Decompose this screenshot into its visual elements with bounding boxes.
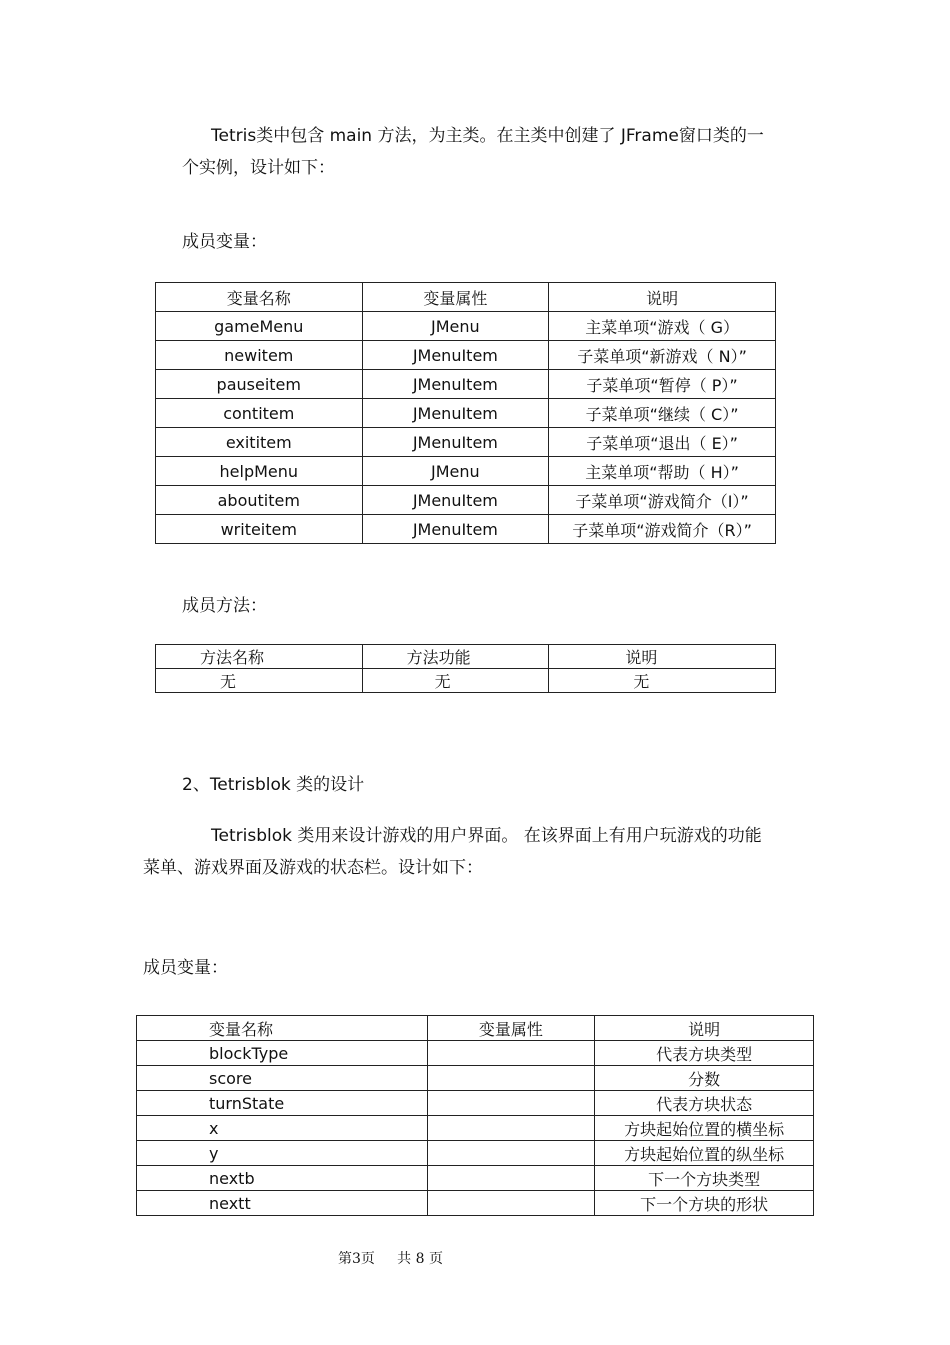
table-cell xyxy=(427,1066,595,1091)
table-cell xyxy=(427,1091,595,1116)
table-cell: 子菜单项“暂停（ P）” xyxy=(549,370,776,399)
tetris-variables-table xyxy=(155,282,776,544)
header-cell: 说明 xyxy=(549,283,776,312)
table-row xyxy=(156,312,776,341)
table-cell: exititem xyxy=(156,428,363,457)
table-cell: 无 xyxy=(549,669,776,693)
table-cell: 无 xyxy=(156,669,363,693)
table-cell: nextb xyxy=(137,1166,428,1191)
table-cell: 主菜单项“帮助（ H）” xyxy=(549,457,776,486)
table-cell: y xyxy=(137,1141,428,1166)
table-row xyxy=(156,486,776,515)
paragraph-intro-line1: Tetrisblok 类用来设计游戏的用户界面。 在该界面上有用户玩游戏的功能 xyxy=(211,826,762,846)
paragraph-intro-line1: Tetris类中包含 main 方法，为主类。在主类中创建了 JFrame窗口类的一 xyxy=(211,126,764,146)
paragraph-intro-line2: 个实例，设计如下： xyxy=(182,158,335,178)
table-cell xyxy=(427,1141,595,1166)
table-cell: 子菜单项“游戏简介（I）” xyxy=(549,486,776,515)
table-cell: JMenuItem xyxy=(362,486,549,515)
table-cell: 代表方块状态 xyxy=(595,1091,814,1116)
member-variables-label: 成员变量： xyxy=(143,958,228,978)
table-cell: newitem xyxy=(156,341,363,370)
tetris-methods-table xyxy=(155,644,776,693)
table-cell: helpMenu xyxy=(156,457,363,486)
table-cell xyxy=(427,1166,595,1191)
table-cell: 主菜单项“游戏（ G） xyxy=(549,312,776,341)
table-cell: 方块起始位置的横坐标 xyxy=(595,1116,814,1141)
table-cell: 代表方块类型 xyxy=(595,1041,814,1066)
table-cell: 子菜单项“游戏简介（R）” xyxy=(549,515,776,544)
table-cell: 子菜单项“新游戏（ N）” xyxy=(549,341,776,370)
header-cell: 变量属性 xyxy=(427,1016,595,1041)
table-cell: 方块起始位置的纵坐标 xyxy=(595,1141,814,1166)
table-row xyxy=(156,515,776,544)
table-cell: blockType xyxy=(137,1041,428,1066)
table-row xyxy=(137,1066,814,1091)
table-cell: gameMenu xyxy=(156,312,363,341)
table-cell: JMenuItem xyxy=(362,399,549,428)
table-cell: 子菜单项“退出（ E）” xyxy=(549,428,776,457)
header-cell: 说明 xyxy=(595,1016,814,1041)
table-cell: writeitem xyxy=(156,515,363,544)
table-cell: x xyxy=(137,1116,428,1141)
table-cell: contitem xyxy=(156,399,363,428)
table-cell: 分数 xyxy=(595,1066,814,1091)
header-cell: 变量属性 xyxy=(362,283,549,312)
table-cell: 下一个方块类型 xyxy=(595,1166,814,1191)
table-cell xyxy=(427,1191,595,1216)
table-row xyxy=(156,370,776,399)
header-cell: 变量名称 xyxy=(156,283,363,312)
table-cell: JMenuItem xyxy=(362,341,549,370)
table-cell: 无 xyxy=(362,669,549,693)
table-row xyxy=(137,1091,814,1116)
page-footer: 第3页 共 8 页 xyxy=(338,1251,443,1267)
header-cell: 变量名称 xyxy=(137,1016,428,1041)
table-cell: 下一个方块的形状 xyxy=(595,1191,814,1216)
table-cell: JMenu xyxy=(362,457,549,486)
table-row xyxy=(156,399,776,428)
table-cell: JMenuItem xyxy=(362,428,549,457)
table-cell: JMenuItem xyxy=(362,370,549,399)
table-cell: score xyxy=(137,1066,428,1091)
table-cell: 子菜单项“继续（ C）” xyxy=(549,399,776,428)
member-variables-label: 成员变量： xyxy=(182,232,267,252)
table-row xyxy=(156,341,776,370)
header-cell: 说明 xyxy=(549,645,776,669)
table-cell: JMenuItem xyxy=(362,515,549,544)
table-row xyxy=(137,1141,814,1166)
table-cell: JMenu xyxy=(362,312,549,341)
table-header-row xyxy=(137,1016,814,1041)
table-cell xyxy=(427,1041,595,1066)
table-row xyxy=(156,669,776,693)
table-cell: pauseitem xyxy=(156,370,363,399)
member-methods-label: 成员方法： xyxy=(182,596,267,616)
table-cell: aboutitem xyxy=(156,486,363,515)
table-cell: turnState xyxy=(137,1091,428,1116)
table-row xyxy=(156,428,776,457)
section-heading: 2、Tetrisblok 类的设计 xyxy=(182,775,365,795)
table-cell: nextt xyxy=(137,1191,428,1216)
table-row xyxy=(156,457,776,486)
paragraph-intro-line2: 菜单、游戏界面及游戏的状态栏。设计如下： xyxy=(143,858,483,878)
table-cell xyxy=(427,1116,595,1141)
tetrisblok-variables-table xyxy=(136,1015,814,1216)
header-cell: 方法功能 xyxy=(362,645,549,669)
header-cell: 方法名称 xyxy=(156,645,363,669)
table-header-row xyxy=(156,283,776,312)
table-row xyxy=(137,1116,814,1141)
table-row xyxy=(137,1166,814,1191)
table-row xyxy=(137,1041,814,1066)
table-row xyxy=(137,1191,814,1216)
table-header-row xyxy=(156,645,776,669)
